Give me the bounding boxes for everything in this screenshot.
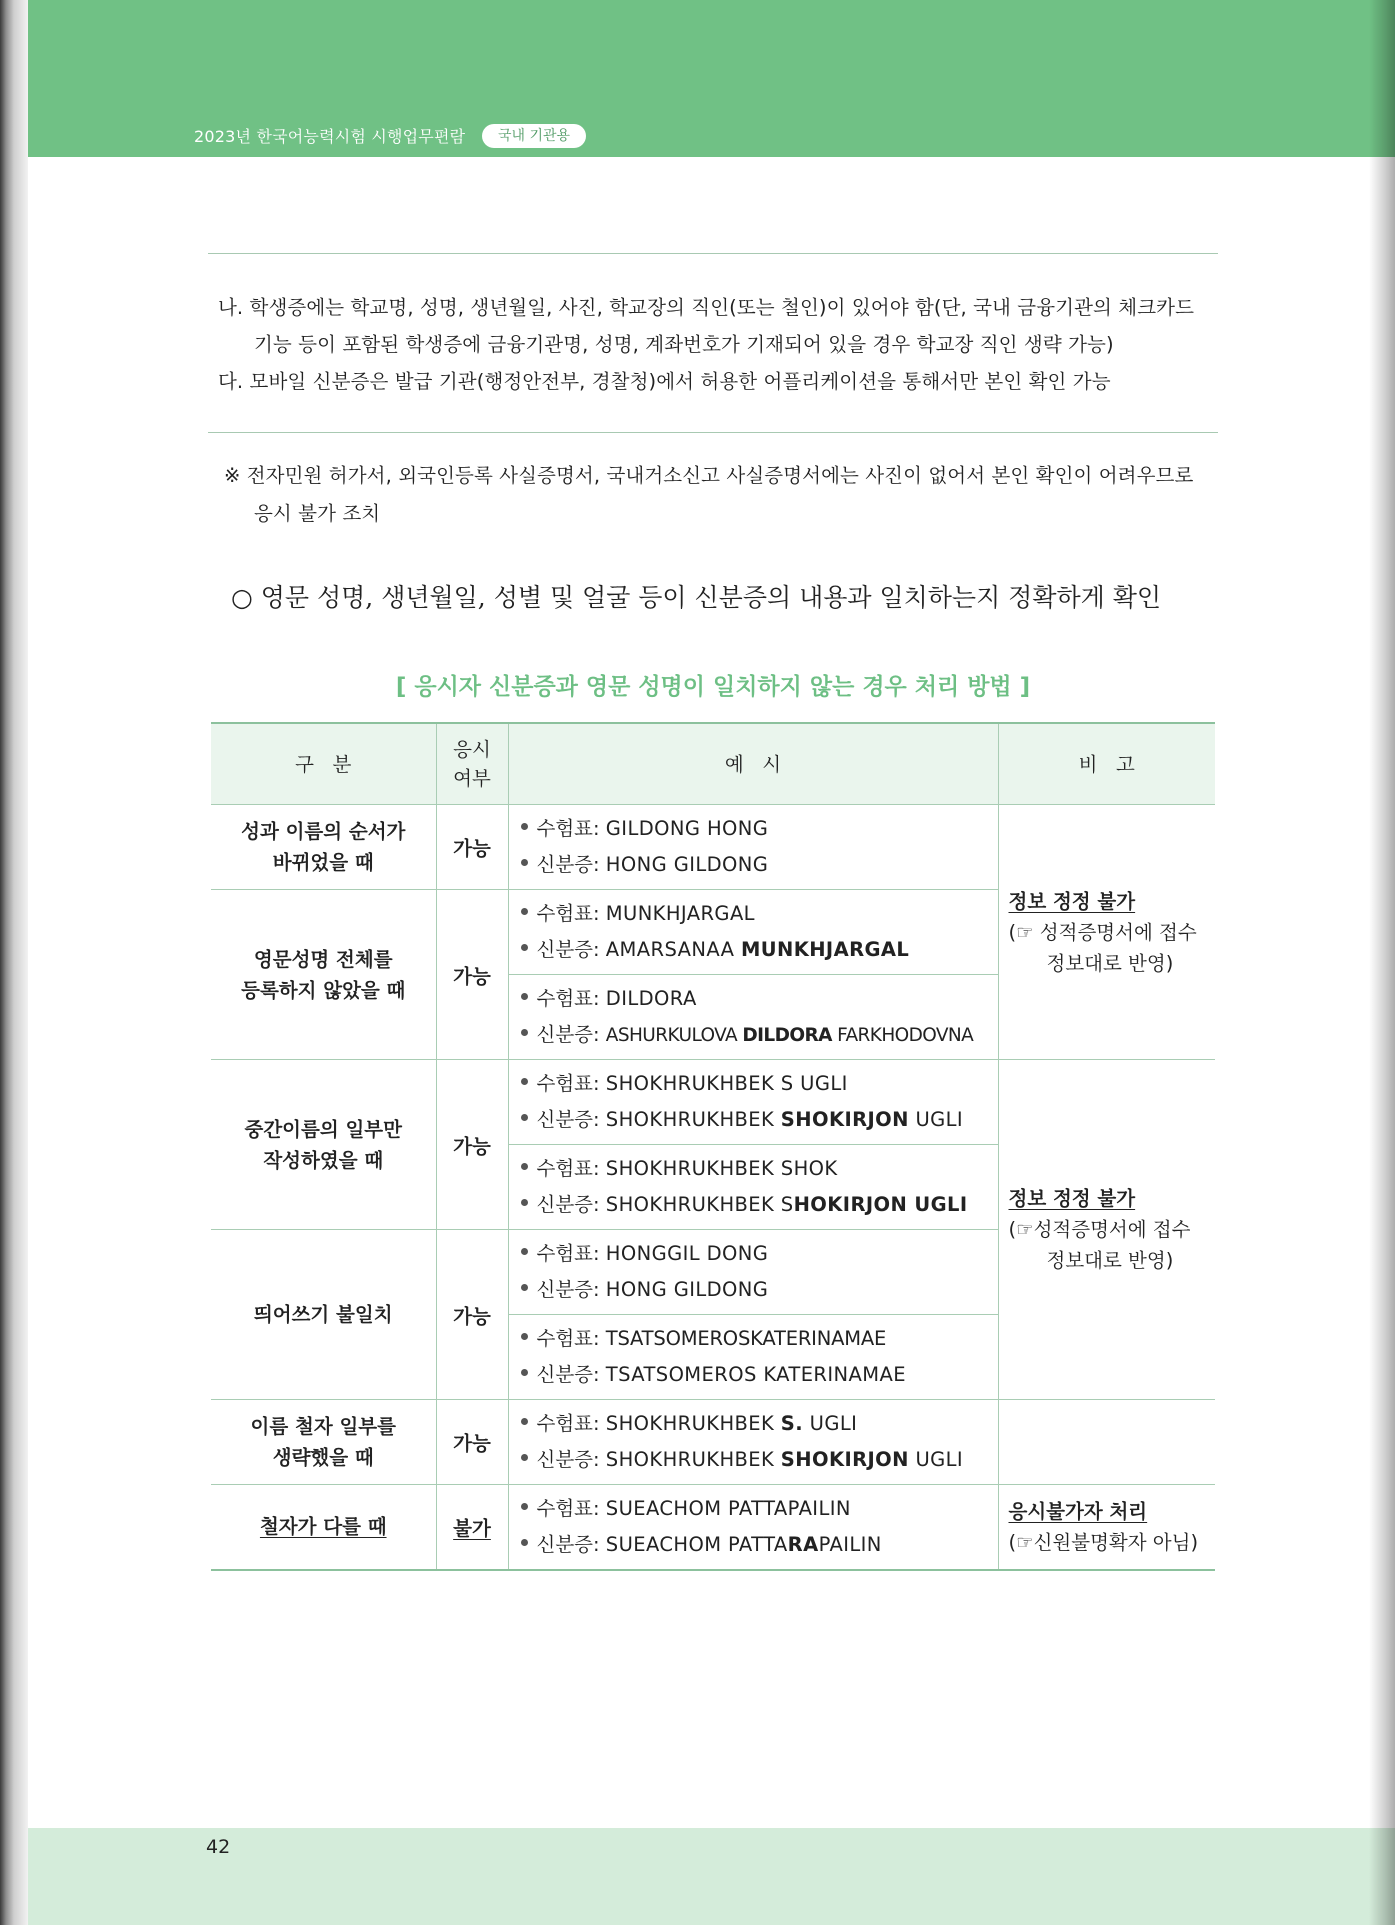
row-category: 이름 철자 일부를 생략했을 때 xyxy=(211,1400,436,1485)
bullet-dot-icon xyxy=(521,1503,528,1510)
bullet-dot-icon xyxy=(521,859,528,866)
header-badge: 국내 기관용 xyxy=(482,124,586,148)
row-eligible: 가능 xyxy=(436,1060,508,1230)
paragraph-na-line-2: 기능 등이 포함된 학생증에 금융기관명, 성명, 계좌번호가 기재되어 있을 경우 학교장 직인 생략 가능) xyxy=(254,333,1114,356)
bullet-dot-icon xyxy=(521,823,528,830)
bullet-dot-icon xyxy=(521,1029,528,1036)
bullet-statement: ○ 영문 성명, 생년월일, 성별 및 얼굴 등이 신분증의 내용과 일치하는지 정확하게 확인 xyxy=(231,583,1162,612)
bullet-dot-icon xyxy=(521,1284,528,1291)
middle-divider xyxy=(208,432,1218,433)
header-eligible: 응시 여부 xyxy=(436,723,508,805)
row-example: 수험표: MUNKHJARGAL 신분증: AMARSANAA MUNKHJARGAL xyxy=(508,890,998,975)
row-example: 수험표: DILDORA 신분증: ASHURKULOVA DILDORA FARKHODOVNA xyxy=(508,975,998,1060)
row-example: 수험표: SUEACHOM PATTAPAILIN 신분증: SUEACHOM PATTARAPAILIN xyxy=(508,1485,998,1570)
bullet-dot-icon xyxy=(521,1418,528,1425)
footer-band xyxy=(28,1828,1395,1925)
bullet-dot-icon xyxy=(521,1078,528,1085)
row-category: 띄어쓰기 불일치 xyxy=(211,1230,436,1400)
remark-empty xyxy=(998,1400,1215,1485)
bullet-dot-icon xyxy=(521,908,528,915)
header-remark: 비 고 xyxy=(998,723,1215,805)
paragraph-da-line: 다. 모바일 신분증은 발급 기관(행정안전부, 경찰청)에서 허용한 어플리케이션을 통해서만 본인 확인 가능 xyxy=(218,370,1111,393)
table-title: [ 응시자 신분증과 영문 성명이 일치하지 않는 경우 처리 방법 ] xyxy=(395,674,1031,700)
row-category: 철자가 다를 때 xyxy=(211,1485,436,1570)
remark-group-3: 응시불가자 처리 (☞신원불명확자 아님) xyxy=(998,1485,1215,1570)
bullet-dot-icon xyxy=(521,944,528,951)
row-example: 수험표: TSATSOMEROSKATERINAMAE 신분증: TSATSOMEROS KATERINAMAE xyxy=(508,1315,998,1400)
row-example: 수험표: GILDONG HONG 신분증: HONG GILDONG xyxy=(508,805,998,890)
name-mismatch-table xyxy=(211,722,1215,1571)
row-example: 수험표: SHOKHRUKHBEK S UGLI 신분증: SHOKHRUKHBEK SHOKIRJON UGLI xyxy=(508,1060,998,1145)
row-eligible: 가능 xyxy=(436,890,508,1060)
note-line-1: ※ 전자민원 허가서, 외국인등록 사실증명서, 국내거소신고 사실증명서에는 사진이 없어서 본인 확인이 어려우므로 xyxy=(224,464,1194,487)
row-eligible: 가능 xyxy=(436,1400,508,1485)
book-binding-edge xyxy=(0,0,28,1925)
row-eligible: 가능 xyxy=(436,805,508,890)
header-example: 예 시 xyxy=(508,723,998,805)
table-row xyxy=(211,805,1215,890)
note-line-2: 응시 불가 조치 xyxy=(254,502,381,525)
bullet-dot-icon xyxy=(521,993,528,1000)
bullet-dot-icon xyxy=(521,1369,528,1376)
bullet-dot-icon xyxy=(521,1333,528,1340)
bullet-dot-icon xyxy=(521,1163,528,1170)
table-row xyxy=(211,1485,1215,1570)
paragraph-na-line-1: 나. 학생증에는 학교명, 성명, 생년월일, 사진, 학교장의 직인(또는 철인)이 있어야 함(단, 국내 금융기관의 체크카드 xyxy=(218,296,1195,319)
row-category: 영문성명 전체를 등록하지 않았을 때 xyxy=(211,890,436,1060)
table-header-row xyxy=(211,723,1215,805)
remark-group-2: 정보 정정 불가 (☞성적증명서에 접수 정보대로 반영) xyxy=(998,1060,1215,1400)
bullet-dot-icon xyxy=(521,1248,528,1255)
header-title: 2023년 한국어능력시험 시행업무편람 xyxy=(194,127,466,146)
table-row xyxy=(211,1400,1215,1485)
page-number: 42 xyxy=(206,1836,231,1858)
row-category: 성과 이름의 순서가 바뀌었을 때 xyxy=(211,805,436,890)
bullet-dot-icon xyxy=(521,1199,528,1206)
row-eligible: 가능 xyxy=(436,1230,508,1400)
row-example: 수험표: SHOKHRUKHBEK S. UGLI 신분증: SHOKHRUKHBEK SHOKIRJON UGLI xyxy=(508,1400,998,1485)
remark-group-1: 정보 정정 불가 (☞ 성적증명서에 접수 정보대로 반영) xyxy=(998,805,1215,1060)
row-category: 중간이름의 일부만 작성하였을 때 xyxy=(211,1060,436,1230)
bullet-dot-icon xyxy=(521,1539,528,1546)
row-example: 수험표: HONGGIL DONG 신분증: HONG GILDONG xyxy=(508,1230,998,1315)
page-edge-shadow xyxy=(1369,0,1395,1925)
header-category: 구 분 xyxy=(211,723,436,805)
bullet-dot-icon xyxy=(521,1454,528,1461)
table-row xyxy=(211,1060,1215,1145)
row-example: 수험표: SHOKHRUKHBEK SHOK 신분증: SHOKHRUKHBEK SHOKIRJON UGLI xyxy=(508,1145,998,1230)
top-divider xyxy=(208,253,1218,254)
row-eligible: 불가 xyxy=(436,1485,508,1570)
bullet-dot-icon xyxy=(521,1114,528,1121)
